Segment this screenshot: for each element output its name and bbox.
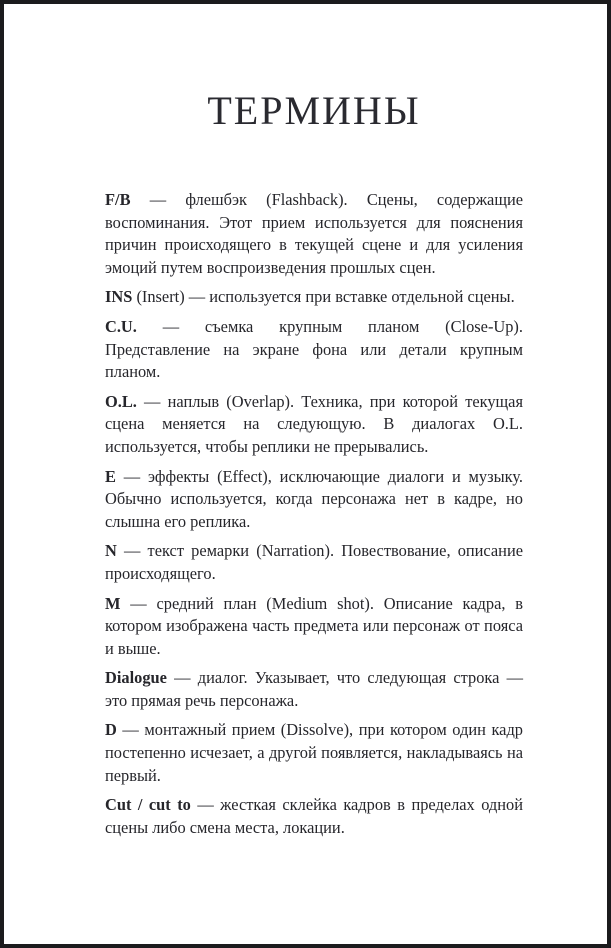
term-paragraph [105,593,523,661]
term-paragraph [105,189,523,279]
term-paragraph [105,286,523,309]
term-paragraph [105,667,523,712]
term-paragraph [105,466,523,534]
term-definition: — текст ремарки (Narration). Повествование, описание происходящего. [105,541,523,583]
term-definition: — средний план (Medium shot). Описание кадра, в котором изображена часть предмета или персонаж от пояса и выше. [105,593,523,658]
term-abbreviation: E [105,466,116,486]
term-paragraph [105,391,523,459]
term-abbreviation: C.U. [105,316,137,336]
term-abbreviation: INS [105,287,133,307]
term-abbreviation: O.L. [105,391,137,411]
term-definition: — диалог. Указывает, что следующая строка — это прямая речь персонажа. [105,668,523,710]
term-definition: — эффекты (Effect), исключающие диалоги и музыку. Обычно используется, когда персонажа нет в кадре, но слышна его реплика. [105,466,523,531]
term-abbreviation: N [105,541,117,561]
term-definition: — флешбэк (Flashback). Сцены, содержащие воспоминания. Этот прием используется для пояснения причин происходящего в текущей сцене и для усиления эмоций путем воспроизведения прошлых сцен. [105,190,523,277]
term-definition: — жесткая склейка кадров в пределах одной сцены либо смена места, локации. [105,795,523,837]
glossary-term-list [105,189,523,839]
term-definition: — съемка крупным планом (Close-Up). Представление на экране фона или детали крупным планом. [105,316,523,382]
term-abbreviation: M [105,593,121,613]
term-paragraph [105,719,523,787]
term-abbreviation: Dialogue [105,668,167,688]
term-paragraph [105,794,523,839]
term-abbreviation: D [105,720,117,740]
term-paragraph [105,540,523,585]
term-abbreviation: Cut / cut to [105,795,191,815]
term-definition: — монтажный прием (Dissolve), при котором один кадр постепенно исчезает, а другой появляется, накладываясь на первый. [105,720,523,785]
term-abbreviation: F/B [105,190,131,209]
page-title: ТЕРМИНЫ [207,88,421,133]
term-definition: (Insert) — используется при вставке отдельной сцены. [132,287,515,307]
page-content [4,4,607,839]
term-paragraph [105,316,523,384]
term-definition: — наплыв (Overlap). Техника, при которой текущая сцена меняется на следующую. В диалогах O.L. используется, чтобы реплики не прерывались. [105,391,523,456]
